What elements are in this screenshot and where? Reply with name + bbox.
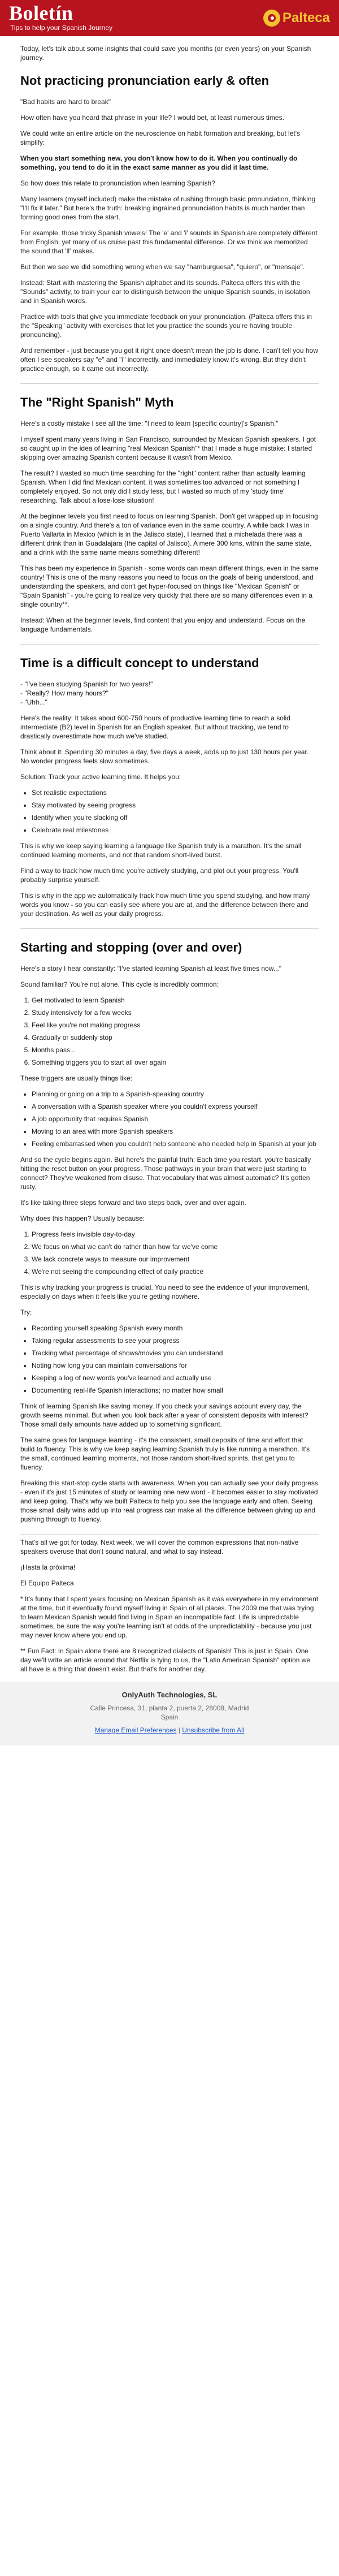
paragraph: Here's the reality: It takes about 600-750 hours of productive learning time to reach a solid intermediate (B2) level in Spanish for an English speaker. But without tracking, we tend to drastically overestimate how much we've studied. xyxy=(20,714,290,740)
reasons-list xyxy=(20,1230,319,1276)
emphasis-paragraph: When you start something new, you don't know how to do it. When you continually do something, you tend to do it in the exact same manner as you did it last time. xyxy=(20,154,298,171)
list-item: • Planning or going on a trip to a Spanish-speaking country xyxy=(32,1090,319,1099)
paragraph: At the beginner levels you first need to focus on learning Spanish. Don't get wrapped up in focusing on a single country. And there's a ton of variance even in the same country. A while back I was in Puerto Vallarta in Mexico (which is in the Jalisco state), I learned that a michelada there was a different drink than in Guadalajara (the capital of Jalisco). A mere 300 kms, within the same state, and a drink with the same name means something different! xyxy=(20,512,318,556)
signature: El Equipo Palteca xyxy=(20,1579,74,1587)
footnote: ** Fun Fact: In Spain alone there are 8 recognized dialects of Spanish! This is just in Spain. One day we'll write an article around that Netflix is tying to us, the "Latin American Spanish" option we all have is a thing that doesn't exist. But that's for another day. xyxy=(20,1647,311,1673)
list-item: • Set realistic expectations xyxy=(32,788,319,797)
list-item: • Tracking what percentage of shows/movies you can understand xyxy=(32,1348,319,1358)
list-item: 6. Something triggers you to start all over again xyxy=(32,1058,319,1067)
paragraph: Think about it: Spending 30 minutes a day, five days a week, adds up to just 130 hours per year. No wonder progress feels slow sometimes. xyxy=(20,748,309,765)
paragraph: This is why in the app we automatically track how much time you spend studying, and how many words you know - so you can easily see where you are at, and the difference between there and your destination. As well as your daily progress. xyxy=(20,892,310,918)
list-item: • Taking regular assessments to see your progress xyxy=(32,1336,319,1345)
list-item: • A job opportunity that requires Spanish xyxy=(32,1114,319,1123)
paragraph: Instead: Start with mastering the Spanish alphabet and its sounds. Palteca offers this with the "Sounds" activity, to train your ear to distinguish between the unique Spanish sounds, in isolation and in Spanish words. xyxy=(20,279,310,305)
manage-preferences-link[interactable]: Manage Email Preferences xyxy=(94,1726,177,1734)
section-divider xyxy=(20,928,319,929)
footer xyxy=(0,1682,339,1745)
paragraph: Many learners (myself included) make the mistake of rushing through basic pronunciation, thinking "I'll fix it later." But here's the truth: breaking ingrained pronunciation habits is much harder than forming good ones from the start. xyxy=(20,195,316,221)
paragraph: Sound familiar? You're not alone. This cycle is incredibly common: xyxy=(20,980,219,988)
company-country: Spain xyxy=(160,1713,179,1721)
list-item: • Feeling embarrassed when you couldn't help someone who needed help in Spanish at your job xyxy=(32,1139,319,1148)
footnote: * It's funny that I spent years focusing on Mexican Spanish as it was everywhere in my environment at the time, but it eventually found myself living in Spain of all places. The 2009 me that was trying to learn Mexican Spanish would find living in Spain an incompatible fact. Life is unpredictable sometimes, be sure the way you're learning isn't at odds of the unpredictability - because you just may never know where you end up. xyxy=(20,1595,319,1639)
list-item: 3. Feel like you're not making progress xyxy=(32,1021,319,1030)
list-item: 2. We focus on what we can't do rather than how far we've come xyxy=(32,1242,319,1251)
list-item: • Celebrate real milestones xyxy=(32,825,319,835)
list-item: 5. Months pass... xyxy=(32,1045,319,1054)
newsletter-title: Boletín xyxy=(9,2,73,24)
paragraph: For example, those tricky Spanish vowels! The 'e' and 'i' sounds in Spanish are completely different from English, yet many of us cruise past this fundamental difference. Or we think we memorized the sound that 'll' makes. xyxy=(20,229,318,255)
closing-paragraph: That's all we got for today. Next week, we will cover the common expressions that non-native speakers overuse that don't sound natural, and what to say instead. xyxy=(20,1538,299,1555)
list-item: 1. Get motivated to learn Spanish xyxy=(32,996,319,1005)
cycle-list xyxy=(20,996,319,1067)
paragraph: Why does this happen? Usually because: xyxy=(20,1214,145,1222)
paragraph: Practice with tools that give you immediate feedback on your pronunciation. (Palteca offers this in the "Speaking" activity with exercises that let you practice the sounds you're having trouble pronouncing). xyxy=(20,313,312,339)
paragraph: We could write an entire article on the neuroscience on habit formation and breaking, but let's simplify: xyxy=(20,129,301,146)
palteca-logo-icon xyxy=(263,10,280,27)
paragraph: Instead: When at the beginner levels, find content that you enjoy and understand. Focus on the language fundamentals. xyxy=(20,616,306,633)
newsletter-tagline: Tips to help your Spanish Journey xyxy=(10,24,112,32)
paragraph: Try: xyxy=(20,1308,32,1316)
triggers-list xyxy=(20,1090,319,1148)
logo-text: Palteca xyxy=(282,10,330,25)
paragraph: Here's a story I hear constantly: "I've started learning Spanish at least five times now..." xyxy=(20,965,281,973)
section-heading-starting: Starting and stopping (over and over) xyxy=(20,940,242,954)
paragraph: "Bad habits are hard to break" xyxy=(20,98,111,106)
list-item: 4. Gradually or suddenly stop xyxy=(32,1033,319,1042)
paragraph: Think of learning Spanish like saving money. If you check your savings account every day, the growth seems minimal. But when you look back after a year of consistent deposits with interest? Those small daily amounts have added up to something significant. xyxy=(20,1402,308,1428)
paragraph: Breaking this start-stop cycle starts with awareness. When you can actually see your daily progress - even if it's just 15 minutes of study or learning one new word - it becomes easier to stay motivated and keep going. That's why we built Palteca to help you see the language early and often. Seeing those small daily wins add up into real progress can make all the difference between giving up and pushing through to fluency. xyxy=(20,1479,318,1523)
section-divider xyxy=(20,1534,319,1535)
company-address: Calle Princesa, 31, planta 2, puerta 2, 28008, Madrid xyxy=(90,1704,249,1712)
paragraph: This has been my experience in Spanish - some words can mean different things, even in the same country! This is one of the many reasons you need to focus on the goals of being understood, and understanding the speakers, and don't get hyper-focused on things like "Mexican Spanish" or "Spain Spanish" - you're going to realize very quickly that there are so many differences even in a single country**. xyxy=(20,564,319,608)
paragraph: But then we see we did something wrong when we say "hamburguesa", "quiero", or "mensaje". xyxy=(20,263,305,271)
paragraph: And remember - just because you got it right once doesn't mean the job is done. I can't tell you how often I see speakers say "e" and "i" incorrectly, and immediately know it's wrong. But they didn't practice enough, so it came out incorrectly. xyxy=(20,347,318,373)
list-item: 4. We're not seeing the compounding effect of daily practice xyxy=(32,1267,319,1276)
list-item: • Moving to an area with more Spanish speakers xyxy=(32,1127,319,1136)
list-item: • Noting how long you can maintain conversations for xyxy=(32,1361,319,1370)
paragraph: Solution: Track your active learning time. It helps you: xyxy=(20,773,181,781)
section-divider xyxy=(20,383,319,384)
list-item: • Recording yourself speaking Spanish every month xyxy=(32,1324,319,1333)
intro-paragraph: Today, let's talk about some insights that could save you months (or even years) on your Spanish journey. xyxy=(20,45,311,62)
quote-line: - "Uhh..." xyxy=(20,698,47,706)
footer-links xyxy=(0,1726,339,1734)
list-item: • Keeping a log of new words you've learned and actually use xyxy=(32,1373,319,1382)
paragraph: Here's a costly mistake I see all the time: "I need to learn [specific country]'s Spanish." xyxy=(20,420,279,427)
paragraph: I myself spent many years living in San Francisco, surrounded by Mexican Spanish speakers. I got so caught up in the idea of learning "real Mexican Spanish"* that I made a huge mistake: I started skipping over amazing Spanish content because it wasn't from Mexico. xyxy=(20,435,316,461)
benefits-list xyxy=(20,788,319,835)
paragraph: The result? I wasted so much time searching for the "right" content rather than actually learning Spanish. When I did find Mexican content, it was sometimes too advanced or not something I completely enjoyed. So not only did I study less, but I wasted so much of my 'study time' researching. Talk about a lose-lose situation! xyxy=(20,469,306,504)
paragraph: This is why we keep saying learning a language like Spanish truly is a marathon. It's the small continued learning moments, and not that random short-lived burst. xyxy=(20,842,302,859)
list-item: • Documenting real-life Spanish interactions; no matter how small xyxy=(32,1386,319,1395)
paragraph: This is why tracking your progress is crucial. You need to see the evidence of your improvement, especially on days when it feels like you're getting nowhere. xyxy=(20,1283,310,1300)
list-item: • Identify when you're slacking off xyxy=(32,813,319,822)
unsubscribe-link[interactable]: Unsubscribe from All xyxy=(182,1726,245,1734)
paragraph: How often have you heard that phrase in your life? I would bet, at least numerous times. xyxy=(20,114,284,122)
newsletter-body xyxy=(0,36,339,1674)
paragraph: Find a way to track how much time you're actively studying, and plot out your progress. You'll probably surprise yourself. xyxy=(20,867,299,884)
paragraph: These triggers are usually things like: xyxy=(20,1074,133,1082)
list-item: 2. Study intensively for a few weeks xyxy=(32,1008,319,1017)
try-list xyxy=(20,1324,319,1395)
list-item: • A conversation with a Spanish speaker where you couldn't express yourself xyxy=(32,1102,319,1111)
paragraph: And so the cycle begins again. But here's the painful truth: Each time you restart, you're basically hitting the reset button on your progress. Those pathways in your brain that were just starting to connect? They've weakened from disuse. That vocabulary that was almost automatic? It's gotten rusty. xyxy=(20,1156,311,1191)
section-heading-pronunciation: Not practicing pronunciation early & often xyxy=(20,74,270,88)
quote-line: - "Really? How many hours?" xyxy=(20,689,108,697)
dialogue-quote xyxy=(20,680,319,707)
sign-off: ¡Hasta la próxima! xyxy=(20,1563,76,1571)
section-heading-time: Time is a difficult concept to understand xyxy=(20,656,259,670)
link-separator: | xyxy=(176,1726,182,1734)
paragraph: The same goes for language learning - it's the consistent, small deposits of time and effort that build to fluency. This is why we keep saying learning Spanish truly is like running a marathon. It's the small, continued learning moments, not those random short-lived sprints, that get you to fluency. xyxy=(20,1436,310,1471)
section-divider xyxy=(20,644,319,645)
quote-line: - "I've been studying Spanish for two years!" xyxy=(20,680,153,688)
list-item: 1. Progress feels invisible day-to-day xyxy=(32,1230,319,1239)
header-banner xyxy=(0,0,339,36)
section-heading-right-spanish: The "Right Spanish" Myth xyxy=(20,395,174,409)
palteca-logo[interactable] xyxy=(263,9,330,27)
paragraph: It's like taking three steps forward and two steps back, over and over again. xyxy=(20,1199,246,1207)
list-item: 3. We lack concrete ways to measure our improvement xyxy=(32,1255,319,1264)
list-item: • Stay motivated by seeing progress xyxy=(32,801,319,810)
paragraph: So how does this relate to pronunciation when learning Spanish? xyxy=(20,179,215,187)
company-name: OnlyAuth Technologies, SL xyxy=(121,1691,218,1699)
